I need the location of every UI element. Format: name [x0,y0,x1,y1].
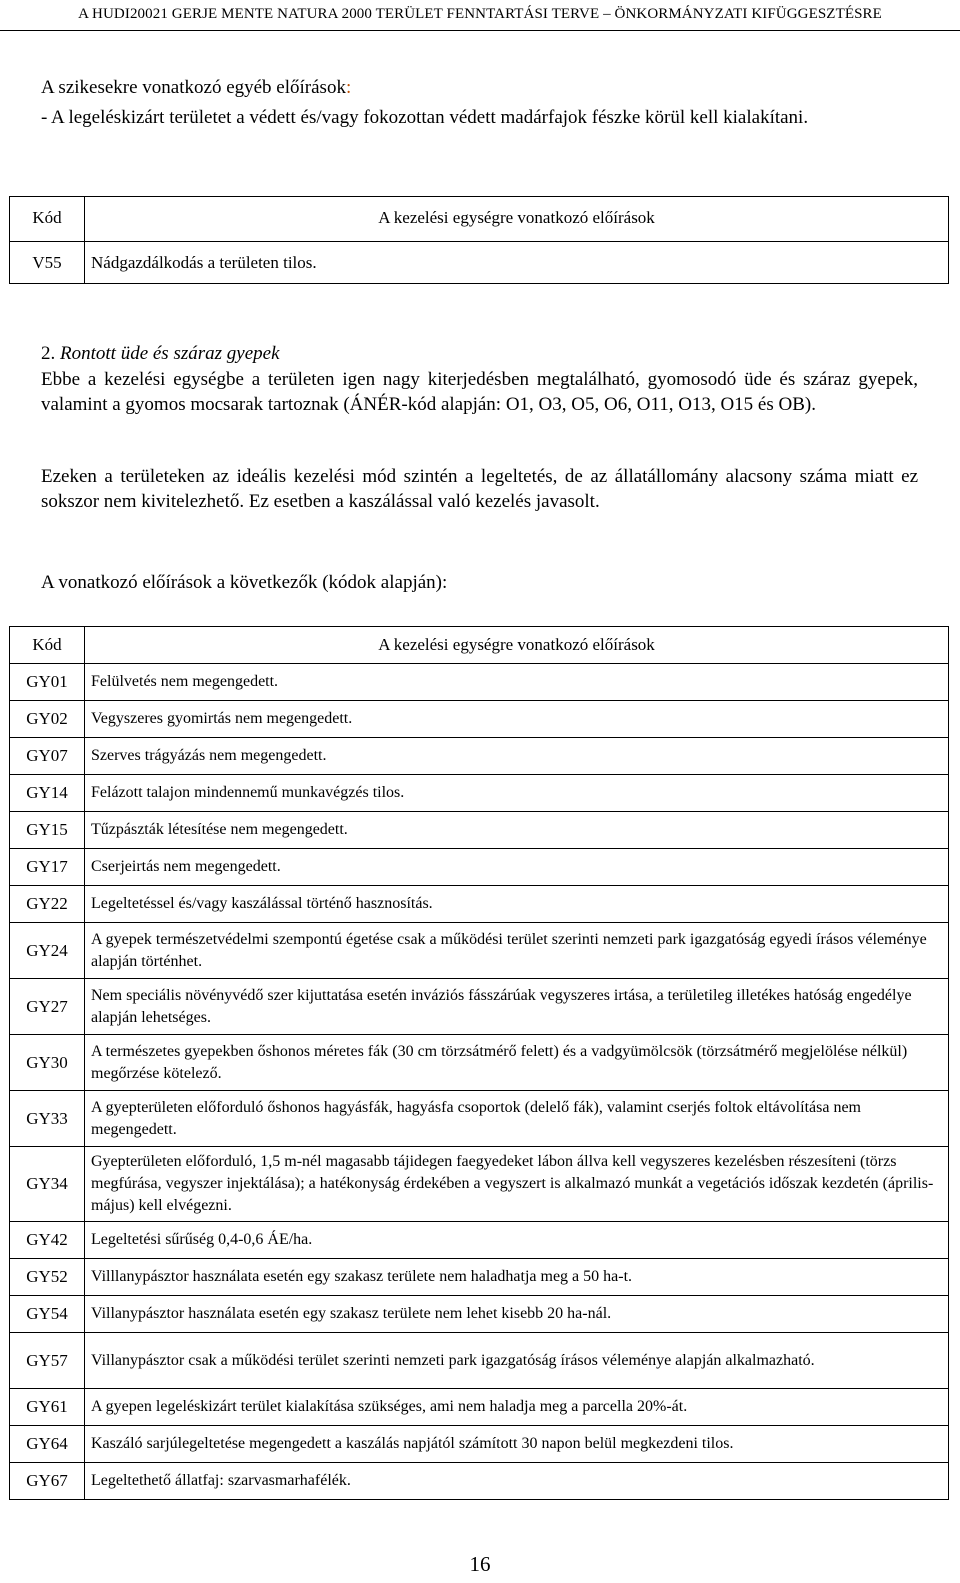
row-text: Nem speciális növényvédő szer kijuttatása esetén inváziós fásszárúak vegyszeres irtása, a területileg illetékes hatóság engedélye alapján lehetséges. [85,979,949,1035]
column-header-text: A kezelési egységre vonatkozó előírások [85,627,949,664]
page-header [0,0,960,31]
intro-heading [41,75,921,100]
table-gy [9,626,949,1500]
row-code: GY67 [10,1463,85,1500]
row-text: A gyepek természetvédelmi szempontú égetése csak a működési terület szerinti nemzeti park igazgatóság egyedi írásos véleménye alapján történhet. [85,923,949,979]
row-code: V55 [10,242,85,284]
table-row [10,849,949,886]
section-2-paragraph: Ezeken a területeken az ideális kezelési mód szintén a legeltetés, de az állatállomány alacsony száma miatt ez sokszor nem kivitelezhető. Ez esetben a kaszálással való kezelés javasolt. [41,466,918,512]
section-2-heading [41,341,921,366]
row-code: GY52 [10,1259,85,1296]
table-row [10,1463,949,1500]
table-row [10,1147,949,1222]
row-code: GY02 [10,701,85,738]
row-text: Villanypásztor használata esetén egy szakasz területe nem lehet kisebb 20 ha-nál. [85,1296,949,1333]
row-code: GY61 [10,1389,85,1426]
row-text: Villanypásztor csak a működési terület szerinti nemzeti park igazgatóság írásos véleménye alapján alkalmazható. [85,1333,949,1389]
row-code: GY24 [10,923,85,979]
row-text: A gyepterületen előforduló őshonos hagyásfák, hagyásfa csoportok (delelő fák), valamint cserjés foltok eltávolítása nem megengedett. [85,1091,949,1147]
table-row [10,1426,949,1463]
table-row [10,812,949,849]
table-v55 [9,196,949,284]
column-header-code: Kód [10,197,85,242]
section-2-title: Rontott üde és száraz gyepek [60,343,280,364]
table-row [10,886,949,923]
row-text: A gyepen legeléskizárt terület kialakítása szükséges, ami nem haladja meg a parcella 20%-át. [85,1389,949,1426]
row-text: Cserjeirtás nem megengedett. [85,849,949,886]
row-code: GY33 [10,1091,85,1147]
row-text: Tűzpászták létesítése nem megengedett. [85,812,949,849]
intro-bullet: - A legeléskizárt területet a védett és/vagy fokozottan védett madárfajok fészke körül kell kialakítani. [41,107,809,128]
row-code: GY17 [10,849,85,886]
table-row [10,738,949,775]
table-row [10,664,949,701]
table-row [10,1389,949,1426]
section-2-number: 2. [41,343,56,364]
page-number: 16 [469,1552,491,1576]
table-row [10,1259,949,1296]
row-code: GY07 [10,738,85,775]
section-2-paragraph: Ebbe a kezelési egységbe a területen igen nagy kiterjedésben megtalálható, gyomosodó üde és száraz gyepek, valamint a gyomos mocsarak tartoznak (ÁNÉR-kód alapján: O1, O3, O5, O6, O11, O13, O15 és OB). [41,369,918,415]
row-text: A természetes gyepekben őshonos méretes fák (30 cm törzsátmérő felett) és a vadgyümölcsök (törzsátmérő megjelölése nélkül) megőrzése kötelező. [85,1035,949,1091]
row-code: GY64 [10,1426,85,1463]
table-header-row [10,197,949,242]
row-code: GY57 [10,1333,85,1389]
row-text: Felázott talajon mindennemű munkavégzés tilos. [85,775,949,812]
table-header-row [10,627,949,664]
table-row [10,775,949,812]
section-2-paragraph: A vonatkozó előírások a következők (kódok alapján): [41,572,448,593]
row-text: Szerves trágyázás nem megengedett. [85,738,949,775]
row-text: Legeltethető állatfaj: szarvasmarhafélék. [85,1463,949,1500]
table-row [10,242,949,284]
table-row [10,1091,949,1147]
row-text: Legeltetési sűrűség 0,4-0,6 ÁE/ha. [85,1222,949,1259]
table-row [10,1296,949,1333]
table-row [10,1222,949,1259]
table-row [10,1333,949,1389]
table-row [10,923,949,979]
row-code: GY14 [10,775,85,812]
row-code: GY01 [10,664,85,701]
row-text: Gyepterületen előforduló, 1,5 m-nél magasabb tájidegen faegyedeket lábon állva kell vegyszeres kezelésben részesíteni (törzs megfúrása, vegyszer injektálása); a hatékonyság érdekében a vegyszert is alkalmazó munkát a vegetációs időszak kezdetén (április-május) kell elvégezni. [85,1147,949,1222]
row-code: GY27 [10,979,85,1035]
row-code: GY54 [10,1296,85,1333]
intro-heading-colon: : [345,77,352,98]
header-title: A HUDI20021 GERJE MENTE NATURA 2000 TERÜLET FENNTARTÁSI TERVE – ÖNKORMÁNYZATI KIFÜGGESZTÉSRE [78,6,882,22]
row-code: GY15 [10,812,85,849]
row-code: GY22 [10,886,85,923]
table-row [10,701,949,738]
row-text: Vegyszeres gyomirtás nem megengedett. [85,701,949,738]
column-header-text: A kezelési egységre vonatkozó előírások [85,197,949,242]
row-text: Felülvetés nem megengedett. [85,664,949,701]
column-header-code: Kód [10,627,85,664]
row-code: GY30 [10,1035,85,1091]
row-code: GY42 [10,1222,85,1259]
row-text: Villlanypásztor használata esetén egy szakasz területe nem haladhatja meg a 50 ha-t. [85,1259,949,1296]
row-text: Kaszáló sarjúlegeltetése megengedett a kaszálás napjától számított 30 napon belül megkezdeni tilos. [85,1426,949,1463]
table-row [10,1035,949,1091]
table-row [10,979,949,1035]
row-text: Legeltetéssel és/vagy kaszálással történő hasznosítás. [85,886,949,923]
intro-heading-text: A szikesekre vonatkozó egyéb előírások [41,77,346,98]
row-text: Nádgazdálkodás a területen tilos. [85,242,949,284]
row-code: GY34 [10,1147,85,1222]
